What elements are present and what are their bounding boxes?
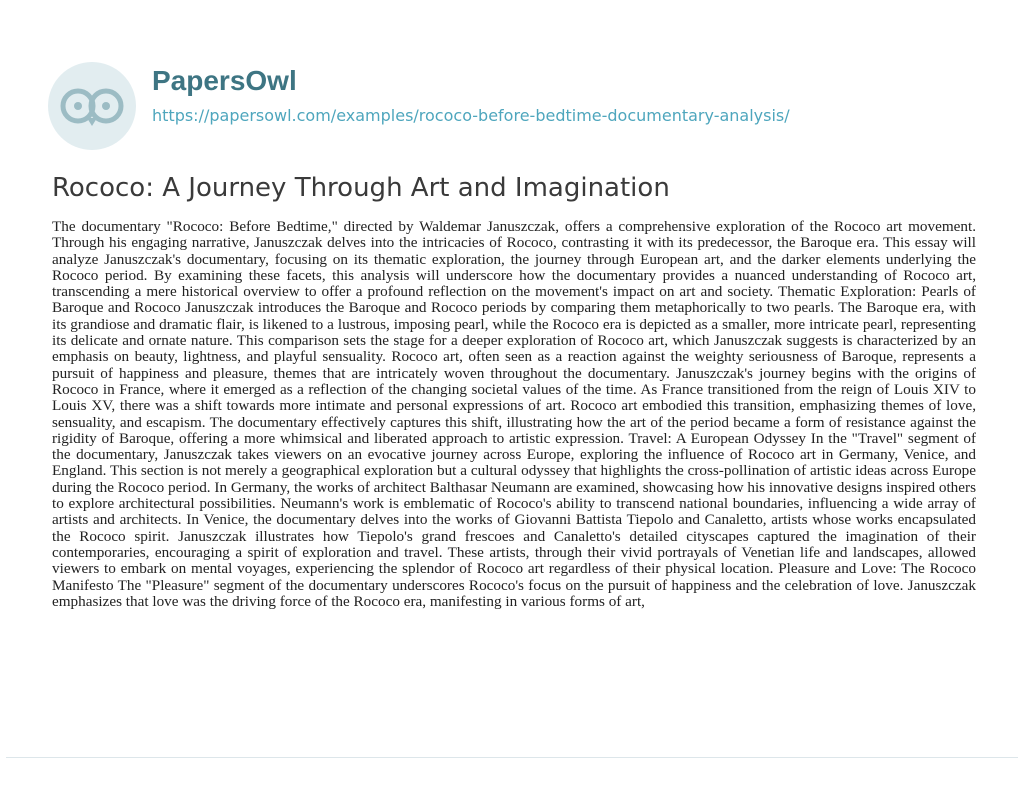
site-header xyxy=(0,0,1024,150)
brand-name[interactable]: PapersOwl xyxy=(152,65,297,96)
owl-logo-icon[interactable] xyxy=(46,60,138,152)
bottom-divider xyxy=(6,757,1018,758)
article-body: The documentary "Rococo: Before Bedtime," directed by Waldemar Januszczak, offers a comprehensive exploration of the Rococo art movement. Through his engaging narrative, Januszczak delves into the intricacies of Rococo, contrasting it with its predecessor, the Baroque era. This essay will analyze Januszczak's documentary, focusing on its thematic exploration, the journey through European art, and the darker elements underlying the Rococo period. By examining these facets, this analysis will underscore how the documentary provides a nuanced understanding of Rococo art, transcending a mere historical overview to offer a profound reflection on the movement's impact on art and society. Thematic Exploration: Pearls of Baroque and Rococo Januszczak introduces the Baroque and Rococo periods by comparing them metaphorically to two pearls. The Baroque era, with its grandiose and dramatic flair, is likened to a lustrous, imposing pearl, while the Rococo era is depicted as a smaller, more intricate pearl, representing its delicate and ornate nature. This comparison sets the stage for a deeper exploration of Rococo art, which Januszczak suggests is characterized by an emphasis on beauty, lightness, and playful sensuality. Rococo art, often seen as a reaction against the weighty seriousness of Baroque, represents a pursuit of happiness and pleasure, themes that are intricately woven throughout the documentary. Januszczak's journey begins with the origins of Rococo in France, where it emerged as a reflection of the changing societal values of the time. As France transitioned from the reign of Louis XIV to Louis XV, there was a shift towards more intimate and personal expressions of art. Rococo art embodied this transition, emphasizing themes of love, sensuality, and escapism. The documentary effectively captures this shift, illustrating how the art of the period became a form of resistance against the rigidity of Baroque, offering a more whimsical and liberated approach to artistic expression. Travel: A European Odyssey In the "Travel" segment of the documentary, Januszczak takes viewers on an evocative journey across Europe, exploring the influence of Rococo art in Germany, Venice, and England. This section is not merely a geographical exploration but a cultural odyssey that highlights the cross-pollination of artistic ideas across Europe during the Rococo period. In Germany, the works of architect Balthasar Neumann are examined, showcasing how his innovative designs inspired others to explore architectural possibilities. Neumann's work is emblematic of Rococo's ability to transcend national boundaries, influencing a wide array of artists and architects. In Venice, the documentary delves into the works of Giovanni Battista Tiepolo and Canaletto, artists whose works encapsulated the Rococo spirit. Januszczak illustrates how Tiepolo's grand frescoes and Canaletto's detailed cityscapes captured the imagination of their contemporaries, encouraging a spirit of exploration and travel. These artists, through their vivid portrayals of Venetian life and landscapes, allowed viewers to embark on mental voyages, experiencing the splendor of Rococo art regardless of their physical location. Pleasure and Love: The Rococo Manifesto The "Pleasure" segment of the documentary underscores Rococo's focus on the pursuit of happiness and the celebration of love. Januszczak emphasizes that love was the driving force of the Rococo era, manifesting in various forms of art, xyxy=(52,219,976,610)
source-url-link[interactable]: https://papersowl.com/examples/rococo-before-bedtime-documentary-analysis/ xyxy=(152,106,790,125)
page-title: Rococo: A Journey Through Art and Imagination xyxy=(52,173,670,203)
